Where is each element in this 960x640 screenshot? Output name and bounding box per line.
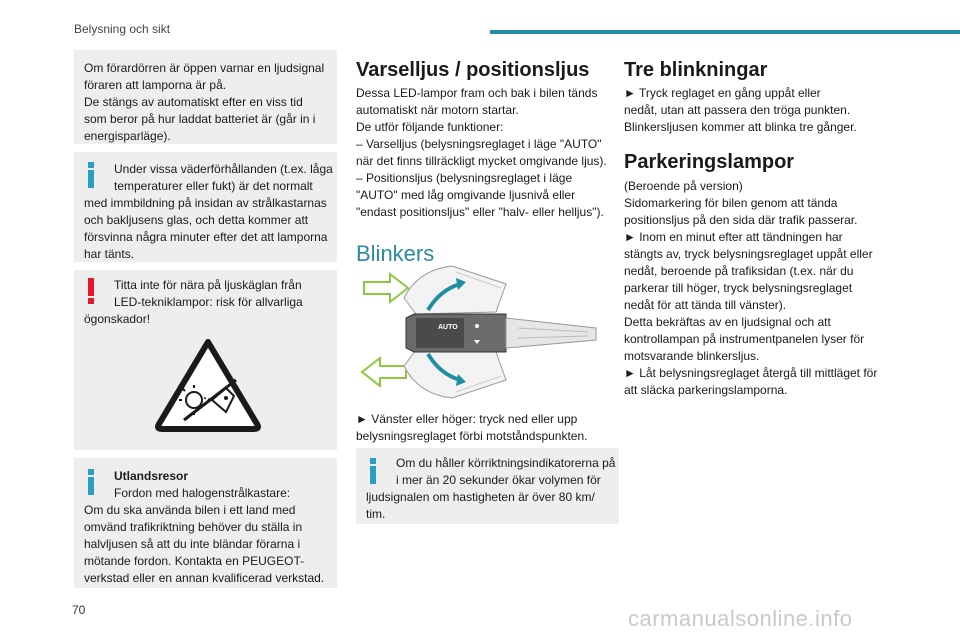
text-line: när det finns tillräckligt mycket omgivande ljus). <box>356 154 607 168</box>
text-line: omvänd trafikriktning behöver du ställa in <box>84 520 303 534</box>
text-line: – Varselljus (belysningsreglaget i läge "AUTO" <box>356 137 602 151</box>
text-line: Under vissa väderförhållanden (t.ex. låga <box>114 162 333 176</box>
text-line: Om förardörren är öppen varnar en ljudsignal <box>84 61 325 75</box>
heading-parkeringslampor: Parkeringslampor <box>624 151 795 173</box>
section-tre-blinkningar <box>624 58 894 399</box>
text-line: ► Inom en minut efter att tändningen har <box>624 230 843 244</box>
text-line: Om du håller körriktningsindikatorerna på <box>396 456 616 470</box>
text-line: har tänts. <box>84 247 135 261</box>
text-line: att släcka parkeringslamporna. <box>624 383 788 397</box>
text-line: positionsljus på den sida där trafik passerar. <box>624 213 858 227</box>
text-line: belysningsreglaget förbi motståndspunkten. <box>356 429 588 443</box>
text-line: ► Tryck reglaget en gång uppåt eller <box>624 86 821 100</box>
text-line: ögonskador! <box>84 312 151 326</box>
text-line: Sidomarkering för bilen genom att tända <box>624 196 838 210</box>
text-line: stängts av, tryck belysningsreglaget uppåt eller <box>624 247 873 261</box>
text-line: mötande fordon. Kontakta en PEUGEOT- <box>84 554 305 568</box>
text-line: energisparläge). <box>84 129 171 143</box>
text-line: och bakljusens glas, och detta kommer att <box>84 213 309 227</box>
text-line: Titta inte för nära på ljuskäglan från <box>114 278 302 292</box>
text-line: nedåt, utan att passera den tröga punkten. <box>624 103 851 117</box>
text-line: kontrollampan på instrumentpanelen lyser för <box>624 332 865 346</box>
text-line: Om du ska använda bilen i ett land med <box>84 503 296 517</box>
text-line: tim. <box>366 507 386 521</box>
heading-blinkers: Blinkers <box>356 241 435 266</box>
eye-hazard-warning-sign <box>154 336 262 432</box>
text-line: "endast positionsljus" eller "halv- eller helljus"). <box>356 205 604 219</box>
page-number: 70 <box>72 603 86 617</box>
box-title: Utlandsresor <box>114 469 189 483</box>
text-line: – Positionsljus (belysningsreglaget i läge <box>356 171 573 185</box>
blinkers-instructions <box>356 411 621 445</box>
heading-tre-blinkningar: Tre blinkningar <box>624 59 768 81</box>
section-varselljus <box>356 58 621 267</box>
text-line: verkstad eller en annan kvalificerad verkstad. <box>84 571 325 585</box>
text-line: parkerar till höger, tryck belysningsreglaget <box>624 281 853 295</box>
text-line: Blinkersljusen kommer att blinka tre gånger. <box>624 120 857 134</box>
info-box-travel-abroad <box>74 458 337 588</box>
text-line: nedåt för att tända till vänster). <box>624 298 787 312</box>
text-line: temperaturer eller fukt) är det normalt <box>114 179 313 193</box>
warning-box-led <box>74 270 337 450</box>
text-line: ljudsignalen om hastigheten är över 80 km/ <box>366 490 595 504</box>
text-line: (Beroende på version) <box>624 179 743 193</box>
stalk-auto-label: AUTO <box>438 324 458 331</box>
text-line: försvinna några minuter efter det att lamporna <box>84 230 328 244</box>
heading-varselljus: Varselljus / positionsljus <box>356 59 590 81</box>
text-line: ► Låt belysningsreglaget återgå till mittläget för <box>624 366 878 380</box>
text-line: "AUTO" med låg omgivande ljusnivå eller <box>356 188 576 202</box>
note-box-door-warning <box>74 50 337 144</box>
text-line: LED-tekniklampor: risk för allvarliga <box>114 295 303 309</box>
text-line: med immbildning på insidan av strålkastarnas <box>84 196 327 210</box>
text-line: nedåt, beroende på trafiksidan (t.ex. när du <box>624 264 854 278</box>
arrow-right-icon <box>364 274 408 302</box>
lighting-stalk-illustration <box>356 262 606 402</box>
arrow-left-icon <box>362 358 406 386</box>
text-line: motsvarande blinkersljus. <box>624 349 760 363</box>
text-line: som beror på hur laddat batteriet är (går in i <box>84 112 316 126</box>
text-line: De utför följande funktioner: <box>356 120 504 134</box>
text-line: De stängs av automatiskt efter en viss tid <box>84 95 303 109</box>
text-line: Detta bekräftas av en ljudsignal och att <box>624 315 831 329</box>
text-line: automatiskt när motorn startar. <box>356 103 519 117</box>
header-accent-bar <box>490 30 960 34</box>
section-title: Belysning och sikt <box>74 22 171 36</box>
text-line: Fordon med halogenstrålkastare: <box>114 486 291 500</box>
text-line: ► Vänster eller höger: tryck ned eller upp <box>356 412 578 426</box>
text-line: föraren att lamporna är på. <box>84 78 227 92</box>
watermark-text: carmanualsonline.info <box>628 606 853 631</box>
text-line: i mer än 20 sekunder ökar volymen för <box>396 473 601 487</box>
text-line: Dessa LED-lampor fram och bak i bilen tänds <box>356 86 598 100</box>
text-line: halvljusen så att du inte bländar förarna i <box>84 537 301 551</box>
info-box-condensation <box>74 152 337 262</box>
info-box-indicator-volume <box>356 448 619 524</box>
